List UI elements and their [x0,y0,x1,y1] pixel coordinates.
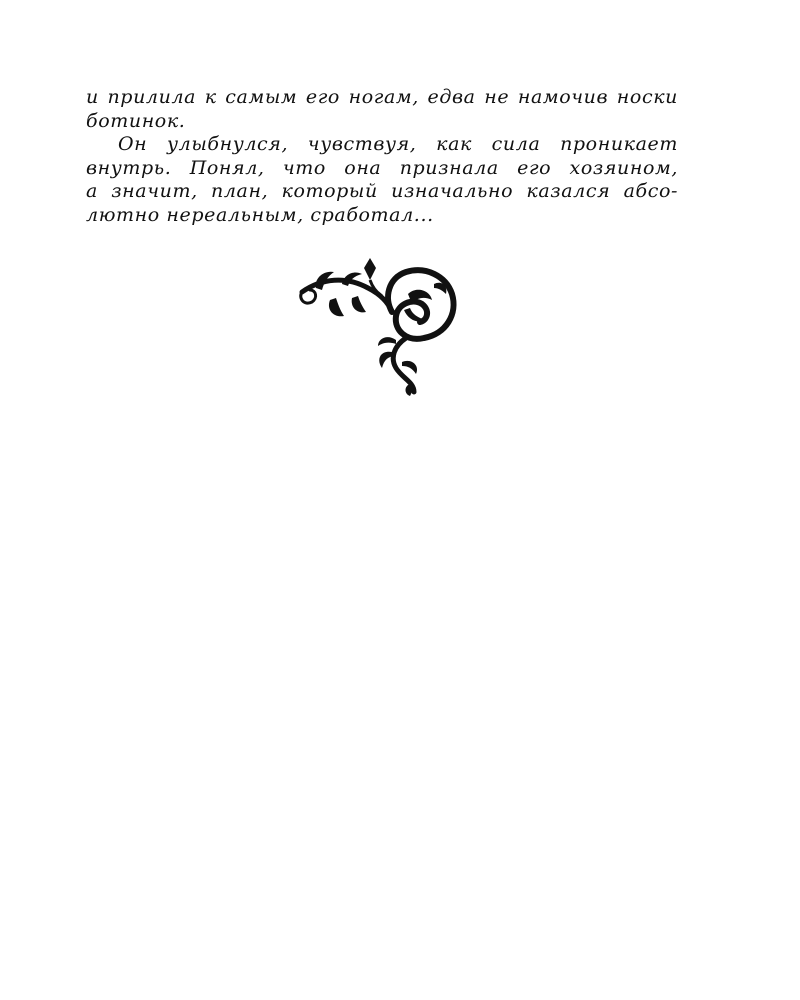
text-line: и прилила к самым его ногам, едва не намочив носки [86,86,678,108]
text-line: ботинок. [86,109,186,132]
text-line: Он улыбнулся, чувствуя, как сила проникает [118,133,678,155]
book-page-text [86,86,678,227]
paragraph-1 [86,86,678,133]
text-line: а значит, план, который изначально казался абсо- [86,180,678,202]
text-line: внутрь. Понял, что она признала его хозяином, [86,156,678,179]
text-line: лютно нереальным, сработал... [86,203,434,226]
floral-vignette-icon [296,254,468,396]
paragraph-2 [86,133,678,227]
